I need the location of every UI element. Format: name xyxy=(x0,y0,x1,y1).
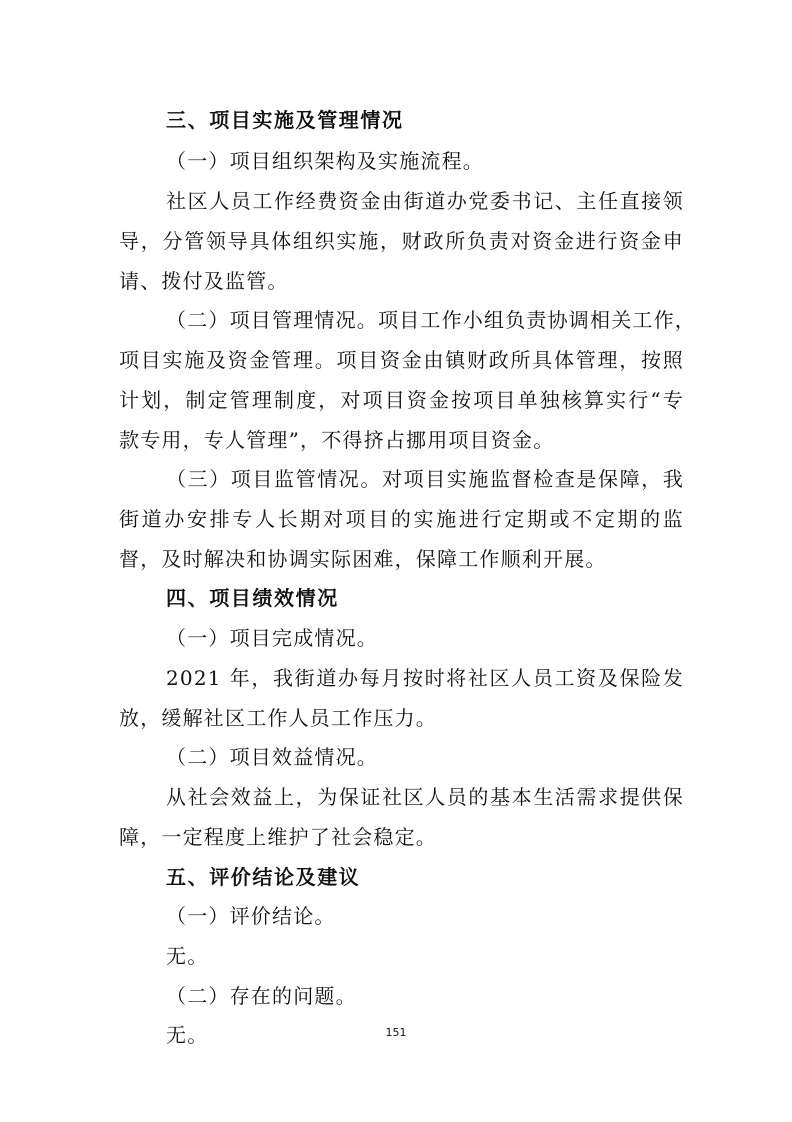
paragraph-line: 款专用，专人管理”，不得挤占挪用项目资金。 xyxy=(119,428,555,452)
paragraph-line: 2021 年，我街道办每月按时将社区人员工资及保险发 xyxy=(166,666,684,690)
paragraph-line: 计划，制定管理制度，对项目资金按项目单独核算实行“专 xyxy=(119,388,684,412)
paragraph-line: 街道办安排专人长期对项目的实施进行定期或不定期的监 xyxy=(119,507,684,531)
page-number: 151 xyxy=(385,1026,407,1039)
paragraph-line: 项目实施及资金管理。项目资金由镇财政所具体管理，按照 xyxy=(119,348,684,372)
subheading-3-1: （一）项目组织架构及实施流程。 xyxy=(166,149,484,173)
paragraph-line: 无。 xyxy=(166,944,209,968)
subheading-4-1: （一）项目完成情况。 xyxy=(166,626,378,650)
paragraph-line: 请、拨付及监管。 xyxy=(119,269,289,293)
paragraph-line: 督，及时解决和协调实际困难，保障工作顺利开展。 xyxy=(119,547,607,571)
section-heading-3: 三、项目实施及管理情况 xyxy=(166,108,404,132)
paragraph-line: 障，一定程度上维护了社会稳定。 xyxy=(119,825,437,849)
paragraph-line: 社区人员工作经费资金由街道办党委书记、主任直接领 xyxy=(166,189,684,213)
paragraph-line: 导，分管领导具体组织实施，财政所负责对资金进行资金申 xyxy=(119,229,684,253)
paragraph-line: 放，缓解社区工作人员工作压力。 xyxy=(119,706,437,730)
subheading-3-3: （三）项目监管情况。对项目实施监督检查是保障，我 xyxy=(166,467,684,491)
subheading-5-2: （二）存在的问题。 xyxy=(166,984,357,1008)
subheading-3-2: （二）项目管理情况。项目工作小组负责协调相关工作， xyxy=(166,308,696,332)
paragraph-line: 从社会效益上，为保证社区人员的基本生活需求提供保 xyxy=(166,785,684,809)
section-heading-5: 五、评价结论及建议 xyxy=(166,865,361,889)
subheading-4-2: （二）项目效益情况。 xyxy=(166,745,378,769)
section-heading-4: 四、项目绩效情况 xyxy=(166,586,339,610)
subheading-5-1: （一）评价结论。 xyxy=(166,904,336,928)
paragraph-line: 无。 xyxy=(166,1023,209,1047)
